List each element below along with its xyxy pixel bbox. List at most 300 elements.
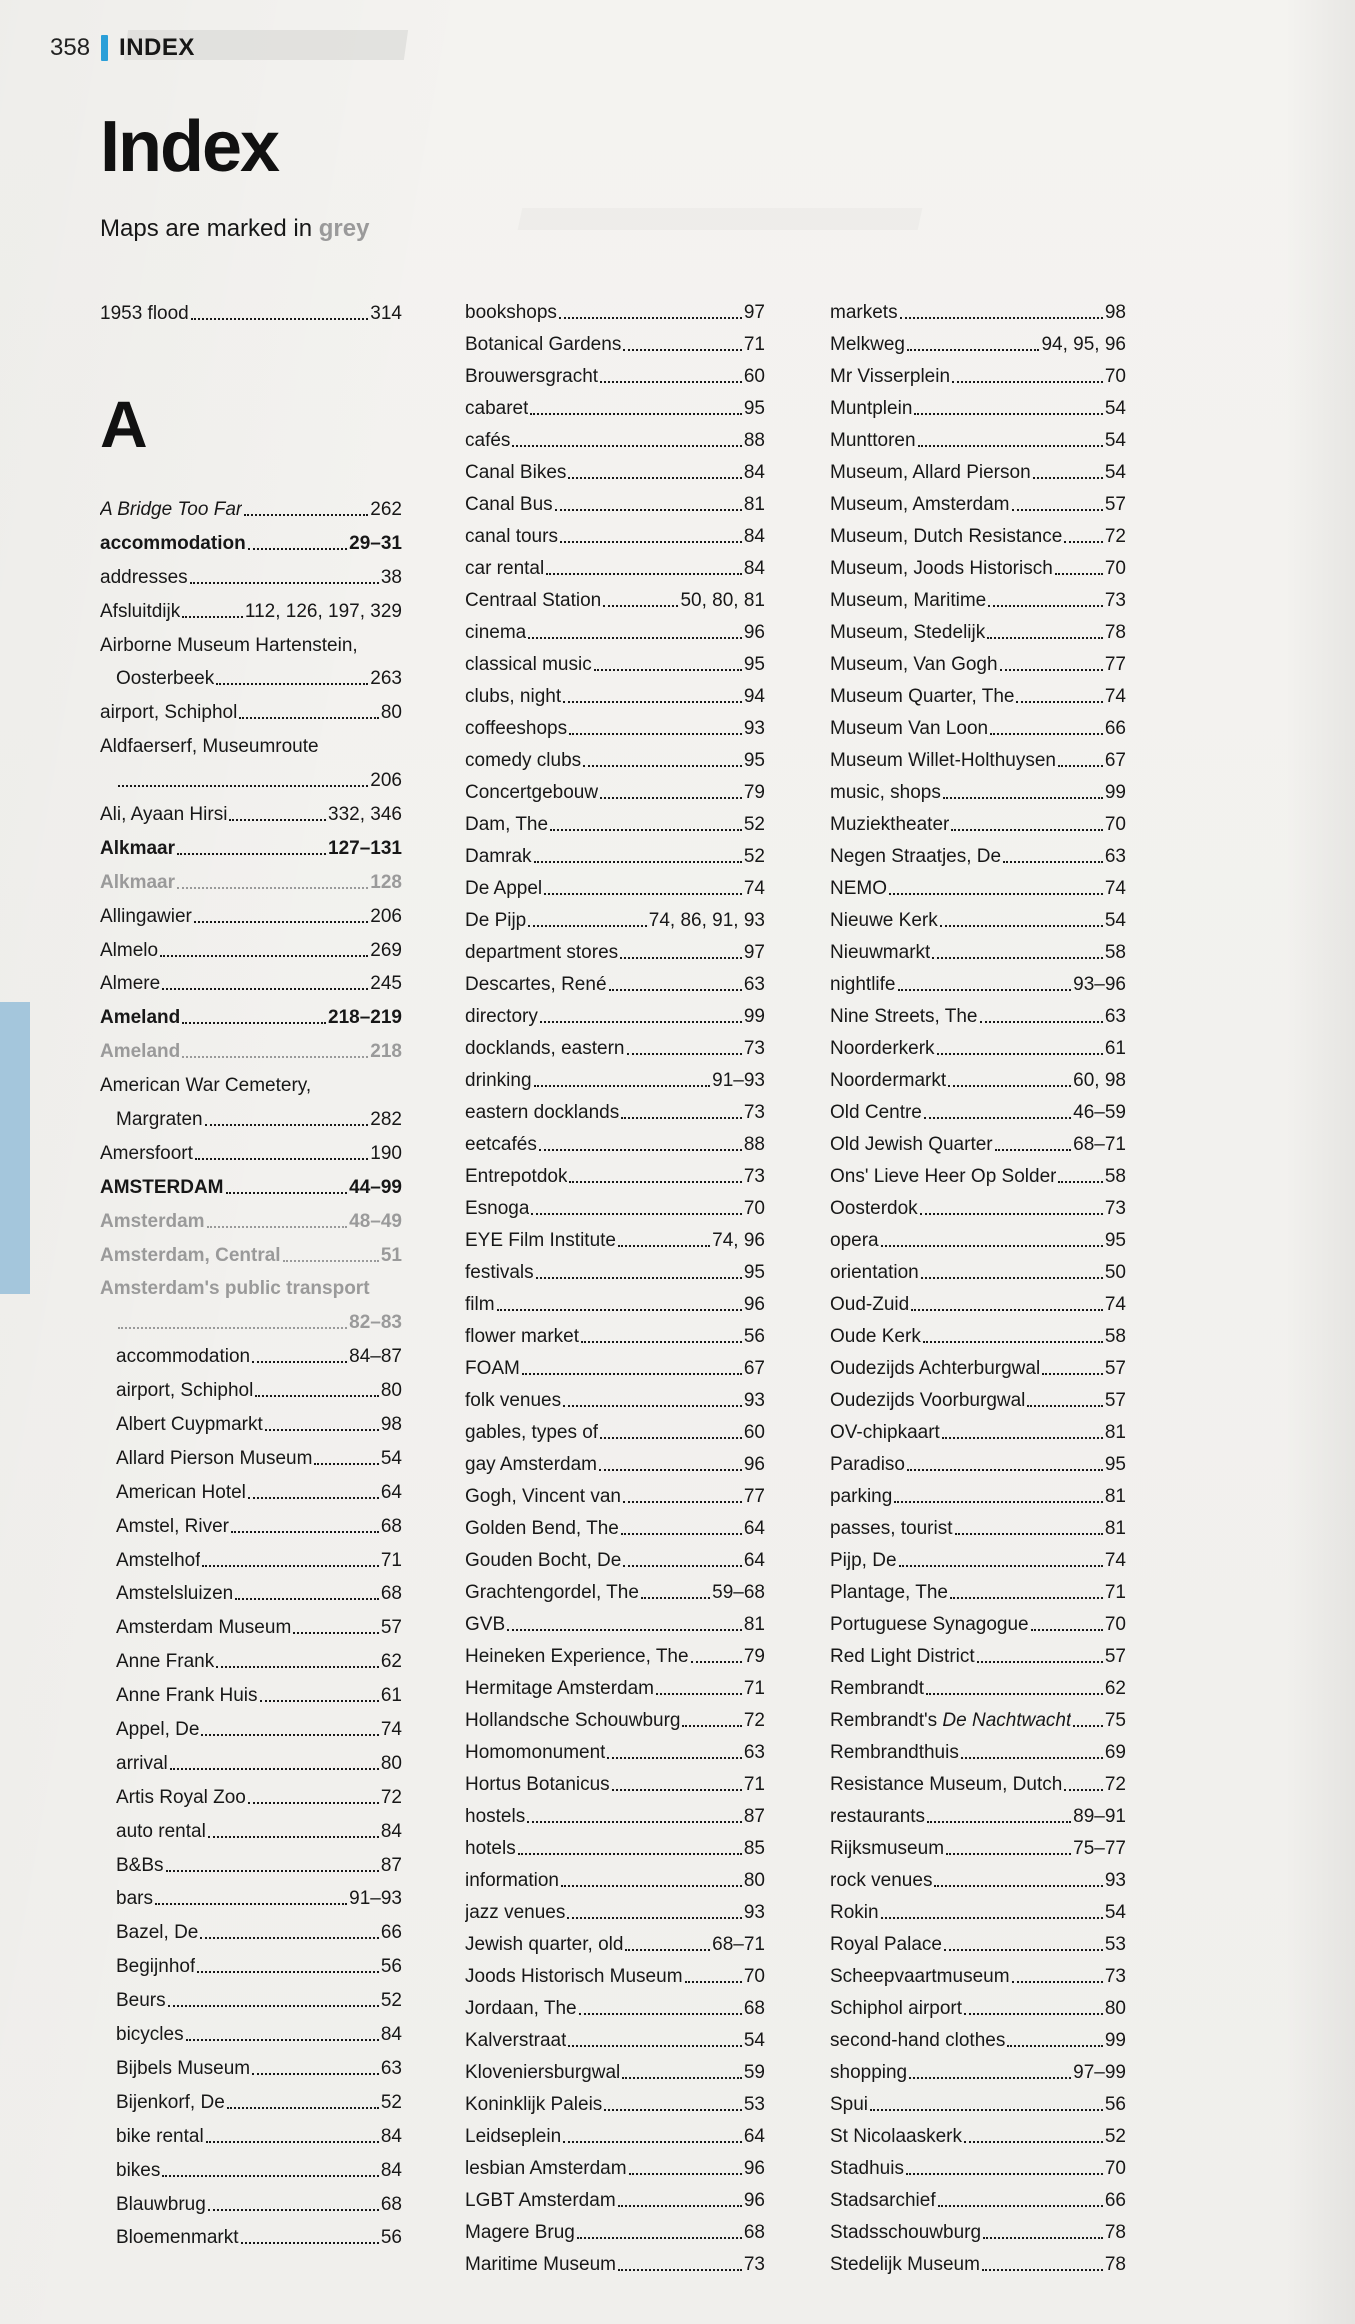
dot-leader [656,1693,742,1695]
entry-label: Nieuwe Kerk [830,910,938,931]
entry-label: Brouwersgracht [465,366,599,387]
entry-label: Nieuwmarkt [830,942,931,963]
dot-leader [244,514,368,516]
entry-label: gables, types of [465,1422,599,1443]
entry-pages: 71 [743,1774,765,1795]
entry-label: Gogh, Vincent van [465,1486,621,1507]
entry-pages: 70 [743,1966,765,1987]
dot-leader [961,1757,1103,1759]
index-entry [100,657,402,691]
entry-label: Dam, The [465,814,549,835]
entry-label: Bloemenmarkt [116,2227,239,2249]
entry-label: B&Bs [116,1854,164,1876]
dot-leader [1027,1405,1102,1407]
entry-label: Schiphol airport [830,1998,963,2019]
entry-label: Muntplein [830,398,913,419]
entry-label: Scheepvaartmuseum [830,1966,1010,1987]
entry-label: folk venues [465,1390,562,1411]
dot-leader [1058,1181,1102,1183]
entry-label: Noordermarkt [830,1070,947,1091]
entry-label: GVB [465,1614,506,1635]
entry-label: opera [830,1230,879,1251]
index-entry [465,548,765,580]
index-entry [465,2148,765,2180]
entry-pages: 84 [380,2125,402,2147]
index-entry [830,1220,1126,1252]
entry-pages: 70 [1104,814,1126,835]
index-entry [465,644,765,676]
index-entry [465,676,765,708]
index-entry [100,1843,402,1877]
entry-pages: 93 [743,1390,765,1411]
entry-pages: 206 [370,905,402,927]
index-entry [465,484,765,516]
entry-label: Museum, Amsterdam [830,494,1010,515]
entry-pages: 61 [1104,1038,1126,1059]
entry-pages: 73 [1104,1966,1126,1987]
entry-label: Museum, Allard Pierson [830,462,1031,483]
index-entry [830,1348,1126,1380]
entry-label: Ali, Ayaan Hirsi [100,803,228,825]
dot-leader [569,733,742,735]
entry-label: Portuguese Synagogue [830,1614,1029,1635]
index-entry [100,555,402,589]
index-entry [465,1988,765,2020]
map-note [100,215,402,243]
index-entry [465,1476,765,1508]
entry-pages: 53 [1104,1934,1126,1955]
index-entry [465,1924,765,1956]
index-entry [100,690,402,724]
entry-pages: 93 [1104,1870,1126,1891]
dot-leader [921,1277,1103,1279]
entry-pages: 73 [743,1038,765,1059]
index-entry [465,1092,765,1124]
entry-pages: 57 [1104,1390,1126,1411]
dot-leader [522,1373,742,1375]
entry-pages: 84 [743,462,765,483]
entry-pages: 48–49 [349,1210,402,1232]
index-entry [830,1252,1126,1284]
entry-pages: 29–31 [349,532,402,554]
running-head-section: INDEX [119,34,195,61]
index-entry [100,2216,402,2250]
entry-pages: 71 [380,1549,402,1571]
entry-label: EYE Film Institute [465,1230,616,1251]
dot-leader [987,637,1103,639]
entry-pages: 57 [380,1617,402,1639]
dot-leader [197,1971,379,1973]
dot-leader [609,989,742,991]
index-entry [465,964,765,996]
entry-label: Magere Brug [465,2222,575,2243]
dot-leader [924,1117,1071,1119]
entry-label: Old Centre [830,1102,922,1123]
dot-leader [226,1192,348,1194]
entry-pages: 54 [1104,430,1126,451]
entry-label: Old Jewish Quarter [830,1134,993,1155]
entry-label: Anne Frank [116,1651,215,1673]
entry-pages: 68–71 [712,1934,765,1955]
entry-pages: 73 [1104,590,1126,611]
entry-label: orientation [830,1262,919,1283]
dot-leader [528,925,647,927]
dot-leader [982,2269,1103,2271]
entry-label: Hortus Botanicus [465,1774,610,1795]
index-entry [100,962,402,996]
index-entry [830,644,1126,676]
index-entry [100,1978,402,2012]
entry-label: Anne Frank Huis [116,1685,258,1707]
dot-leader [938,2205,1103,2207]
index-entry [465,452,765,484]
entry-pages: 63 [1104,1006,1126,1027]
entry-label: Amstelhof [116,1549,201,1571]
dot-leader [629,2173,742,2175]
index-entry [830,1924,1126,1956]
entry-pages: 57 [1104,1646,1126,1667]
entry-pages: 54 [1104,1902,1126,1923]
dot-leader [118,1327,347,1329]
entry-label: rock venues [830,1870,933,1891]
dot-leader [229,819,326,821]
index-entry [100,1572,402,1606]
entry-pages: 72 [743,1710,765,1731]
entry-label: Red Light District [830,1646,975,1667]
entry-label: flower market [465,1326,580,1347]
entry-label: Maritime Museum [465,2254,616,2275]
index-entry [100,1605,402,1639]
index-entry [465,2116,765,2148]
entry-pages: 63 [1104,846,1126,867]
dot-leader [531,1213,741,1215]
dot-leader [627,1053,742,1055]
page-header [50,34,195,62]
entry-label: Ameland [100,1007,181,1029]
index-entry [830,1284,1126,1316]
dot-leader [977,1661,1103,1663]
dot-leader [907,1469,1103,1471]
dot-leader [208,2209,379,2211]
entry-label: second-hand clothes [830,2030,1006,2051]
entry-pages: 54 [1104,398,1126,419]
index-entry [100,1809,402,1843]
dot-leader [932,957,1103,959]
entry-pages: 52 [380,1990,402,2012]
dot-leader [216,1666,379,1668]
index-entry [830,2084,1126,2116]
dot-leader [594,669,742,671]
dot-leader [518,1853,742,1855]
entry-label: cafés [465,430,511,451]
index-entry [830,1636,1126,1668]
index-entry [465,1508,765,1540]
index-entry [465,2212,765,2244]
index-entry [100,1470,402,1504]
dot-leader [899,1565,1103,1567]
dot-leader [539,1149,742,1151]
dot-leader [889,893,1103,895]
index-entry [100,1639,402,1673]
index-entry [830,1476,1126,1508]
column-second [465,292,765,2276]
entry-label: Nine Streets, The [830,1006,978,1027]
dot-leader [550,829,742,831]
entry-pages: 68 [380,2193,402,2215]
entry-label: Descartes, René [465,974,607,995]
entry-pages: 245 [370,973,402,995]
entry-label: arrival [116,1752,168,1774]
index-entry [830,1700,1126,1732]
index-entry [100,724,402,758]
index-entry [465,2052,765,2084]
map-note-text: Maps are marked in [100,215,319,243]
dot-leader [1016,701,1102,703]
entry-label: Rembrandt's De Nachtwacht [830,1710,1072,1731]
entry-pages: 93 [743,1902,765,1923]
entry-pages: 75 [1104,1710,1126,1731]
index-entry [830,1060,1126,1092]
entry-pages: 70 [1104,558,1126,579]
entry-label: Kloveniersburgwal [465,2062,621,2083]
entry-pages: 63 [380,2057,402,2079]
index-entry [830,2244,1126,2276]
dot-leader [1012,509,1103,511]
index-entry [465,1668,765,1700]
entry-label: Botanical Gardens [465,334,622,355]
entry-label: airport, Schiphol [116,1380,254,1402]
index-entry [830,324,1126,356]
dot-leader [201,1734,378,1736]
entry-pages: 93 [743,718,765,739]
dot-leader [569,1181,741,1183]
entry-pages: 95 [1104,1454,1126,1475]
entry-label: Stadsarchief [830,2190,936,2211]
dot-leader [604,2109,742,2111]
entry-label: restaurants [830,1806,926,1827]
entry-pages: 99 [743,1006,765,1027]
entry-pages: 79 [743,1646,765,1667]
dot-leader [623,349,742,351]
index-entry [100,1267,402,1301]
index-entry [100,1029,402,1063]
entry-pages: 68 [380,1583,402,1605]
dot-leader [206,2141,379,2143]
entry-label: Rokin [830,1902,879,1923]
entry-label: Ameland [100,1041,181,1063]
entry-label: Joods Historisch Museum [465,1966,683,1987]
index-entry [100,1097,402,1131]
dot-leader [881,1245,1103,1247]
entry-label: Jewish quarter, old [465,1934,624,1955]
dot-leader [927,1821,1071,1823]
dot-leader [567,1917,742,1919]
dot-leader [620,957,742,959]
entries-column-2 [465,292,765,2276]
dot-leader [536,1277,742,1279]
index-entry [830,868,1126,900]
index-entry [465,1124,765,1156]
index-entry [465,2084,765,2116]
entry-pages: 73 [743,1102,765,1123]
index-entry [830,932,1126,964]
entry-label: Entrepotdok [465,1166,568,1187]
dot-leader [618,2205,742,2207]
index-entry [465,1348,765,1380]
dot-leader [926,1693,1103,1695]
dot-leader [583,765,742,767]
entry-label: bike rental [116,2125,204,2147]
entry-pages: 50 [1104,1262,1126,1283]
dot-leader [1031,1629,1103,1631]
entry-pages: 64 [743,1550,765,1571]
entry-label: Afsluitdijk [100,600,181,622]
entry-label: cabaret [465,398,529,419]
dot-leader [177,853,326,855]
entry-pages: 96 [743,2190,765,2211]
dot-leader [177,887,368,889]
entry-label: docklands, eastern [465,1038,625,1059]
entry-pages: 46–59 [1073,1102,1126,1123]
entry-label: Amsterdam's public transport [100,1278,370,1300]
entry-label: Aldfaerserf, Museumroute [100,736,319,758]
index-entry [465,1060,765,1092]
dot-leader [235,1598,379,1600]
entry-label: information [465,1870,559,1891]
entry-pages: 73 [743,1166,765,1187]
entry-label: Mr Visserplein [830,366,951,387]
index-entry [830,1124,1126,1156]
index-entry [100,1368,402,1402]
dot-leader [618,2269,742,2271]
entry-pages: 68 [380,1515,402,1537]
entry-label: Canal Bus [465,494,553,515]
entry-pages: 62 [1104,1678,1126,1699]
index-entry [830,1764,1126,1796]
index-entry [465,708,765,740]
entry-pages: 81 [743,494,765,515]
index-entry [465,900,765,932]
entry-label: Munttoren [830,430,916,451]
entry-label: car rental [465,558,545,579]
entry-pages: 89–91 [1073,1806,1126,1827]
index-entry [830,1956,1126,1988]
dot-leader [988,605,1103,607]
index-entry [100,1063,402,1097]
entry-label: canal tours [465,526,558,547]
entry-label: American Hotel [116,1481,246,1503]
entry-label: Kalverstraat [465,2030,567,2051]
entry-label: Museum, Joods Historisch [830,558,1053,579]
entry-label: Homomonument [465,1742,606,1763]
entry-pages: 95 [743,1262,765,1283]
index-entry [830,1796,1126,1828]
dot-leader [162,2175,379,2177]
entry-label: festivals [465,1262,534,1283]
scan-artifact [518,208,923,230]
dot-leader [563,701,742,703]
entry-pages: 95 [743,654,765,675]
entry-pages: 85 [743,1838,765,1859]
index-entry [465,292,765,324]
entry-pages: 112, 126, 197, 329 [244,600,402,622]
entry-pages: 128 [370,871,402,893]
dot-leader [191,318,369,320]
index-entry [830,1316,1126,1348]
entry-pages: 67 [1104,750,1126,771]
index-entry [830,740,1126,772]
dot-leader [530,413,741,415]
entry-pages: 77 [1104,654,1126,675]
entry-label: bikes [116,2159,161,2181]
page-title: Index [100,107,279,187]
dot-leader [205,1124,369,1126]
dot-leader [946,1853,1071,1855]
entry-pages: 78 [1104,2222,1126,2243]
entry-label: Oosterbeek [116,668,215,690]
index-entry [100,2114,402,2148]
dot-leader [563,1405,742,1407]
entry-pages: 81 [1104,1422,1126,1443]
entry-pages: 68 [743,1998,765,2019]
dot-leader [544,893,742,895]
entry-pages: 51 [380,1244,402,1266]
entry-label: eastern docklands [465,1102,620,1123]
dot-leader [1033,477,1103,479]
entry-pages: 54 [380,1447,402,1469]
entry-pages: 190 [370,1142,402,1164]
dot-leader [621,1533,742,1535]
dot-leader [207,1226,348,1228]
entry-pages: 74 [380,1719,402,1741]
entry-pages: 71 [743,334,765,355]
page-number: 358 [50,34,91,61]
index-entry [100,1402,402,1436]
entry-pages: 95 [743,750,765,771]
entry-pages: 69 [1104,1742,1126,1763]
entry-pages: 79 [743,782,765,803]
entry-label: music, shops [830,782,941,803]
index-entry [100,1944,402,1978]
entry-label: Noorderkerk [830,1038,935,1059]
entry-label: eetcafés [465,1134,537,1155]
entry-pages: 84 [743,558,765,579]
entry-pages: 60 [743,366,765,387]
entry-pages: 96 [743,622,765,643]
dot-leader [980,1021,1103,1023]
entry-label: comedy clubs [465,750,582,771]
dot-leader [612,1789,742,1791]
index-entry [465,1572,765,1604]
entry-label: Airborne Museum Hartenstein, [100,634,358,656]
entry-label: markets [830,302,898,323]
entry-label: accommodation [100,532,246,554]
dot-leader [920,1213,1103,1215]
index-entry [465,836,765,868]
dot-leader [1064,1789,1103,1791]
dot-leader [194,921,368,923]
entry-pages: 64 [380,1481,402,1503]
index-entry [830,2020,1126,2052]
entry-pages: 56 [743,1326,765,1347]
entry-pages: 263 [370,668,402,690]
index-entry [465,356,765,388]
dot-leader [983,2237,1103,2239]
index-entry [100,1910,402,1944]
entry-label: Museum Willet-Holthuysen [830,750,1056,771]
entry-pages: 98 [1104,302,1126,323]
index-entry [830,804,1126,836]
